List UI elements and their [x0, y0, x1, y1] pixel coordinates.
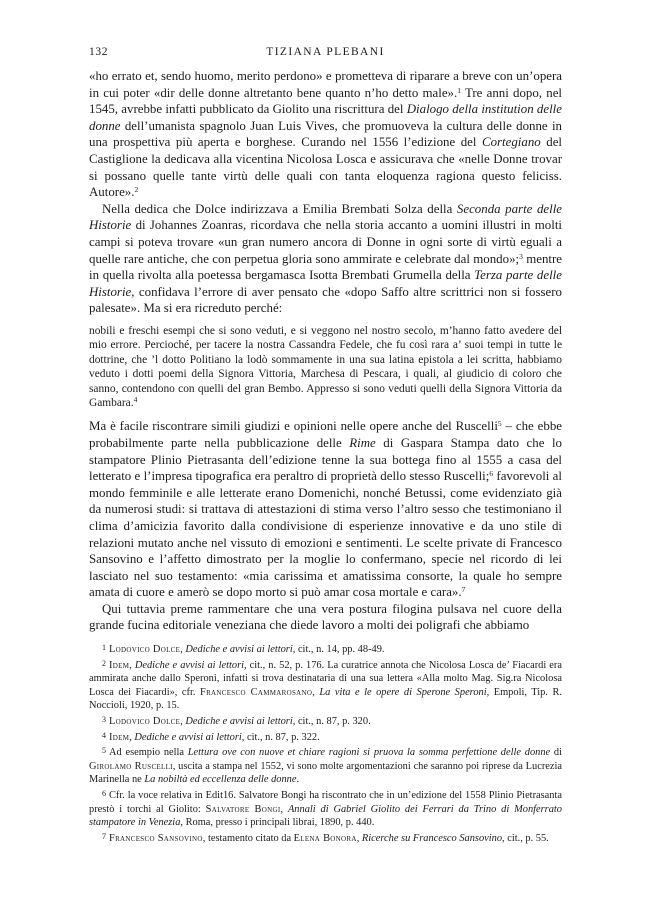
author-name: Lodovico Dolce — [109, 644, 181, 655]
footnote-5 — [89, 744, 562, 787]
text-run: Qui tuttavia preme rammentare che una vera postura filogina pulsava nel cuore della grande fucina editoriale veneziana che diede lavoro a molti dei poligrafi che abbiamo — [89, 601, 562, 633]
footnote-number: 5 — [102, 746, 106, 756]
text-run: «ho errato et, sendo huomo, merito perdono» e prometteva di riparare a breve con un’opera in cui poter «dir delle donne altretanto bene quanto n’ho detto male». — [89, 69, 562, 100]
text-run: , — [129, 731, 135, 743]
text-run: Ma è facile riscontrare simili giudizi e opinioni nelle opere anche del Ruscelli — [89, 419, 498, 434]
footnote-2 — [89, 657, 562, 713]
text-run: , — [312, 686, 320, 698]
book-title: Dialogo della institution delle donne — [89, 102, 562, 133]
text-run: , — [280, 803, 288, 815]
text-run: Nella dedica che Dolce indirizzava a Emilia Brembati Solza della — [102, 201, 457, 216]
text-run: di Johannes Zoanras, ricordava che nella storia accanto a uomini illustri in molti campi si poteva trovare «un gran numero ancora di Donne in ogni sorte di virtù eguali a quelle rare antiche, che con perpetua gloria sono ammirate e celebrate dal mondo»; — [89, 218, 562, 266]
author-name: Girolamo Ruscelli — [89, 760, 173, 772]
text-run: , cit., n. 14, pp. 48-49. — [292, 644, 385, 655]
author-name: Salvatore Bongi — [205, 803, 281, 815]
text-run: , uscita a stampa nel 1552, vi sono molte argomentazioni che saranno poi riprese da Lucrezia Marinella ne — [89, 760, 562, 786]
paragraph-2 — [89, 201, 562, 317]
book-title: Annali di Gabriel Giolito dei Ferrari da Trino di Monferrato stampatore in Venezia — [89, 803, 562, 829]
text-run: , confidava l’errore di aver pensato che «dopo Saffo altre scrittrici non si fossero palesate». Ma si era ricreduto perché: — [89, 284, 562, 316]
author-name: Elena Bonora — [293, 832, 357, 844]
footnote-ref[interactable]: 6 — [489, 469, 494, 479]
book-title: Dediche e avvisi ai lettori — [134, 659, 245, 671]
book-title: Dediche e avvisi ai lettori — [185, 715, 293, 727]
text-run: , — [129, 659, 135, 671]
author-name: Idem — [109, 659, 130, 671]
text-run: nobili e freschi esempi che si sono veduti, e si veggono nel nostro secolo, m’hanno fatto avedere del mio errore. Percioché, per tacere la nostra Cassandra Fedele, che fu così rara a’ suoi tempi in tutte le dottrine, che ’l dotto Politiano la lodò sommamente in una sua latina epistola a lei scritta, habbiamo veduto i dotti poemi della Signora Vittoria, Marchesa di Pescara, i quali, al giudicio di coloro che sanno, contendono con quelli del gran Bembo. Appresso si sono veduti quelli della Signora Vittoria da Gambara. — [89, 324, 562, 409]
book-title: Cortegiano — [482, 135, 541, 150]
text-run: , — [180, 644, 186, 655]
text-run: Ad esempio nella — [109, 747, 188, 759]
footnote-6 — [89, 787, 562, 830]
footnote-4 — [89, 729, 562, 745]
text-run: Tre anni dopo, nel 1545, avrebbe infatti pubblicato da Giolito una riscrittura del — [89, 85, 562, 117]
author-name: Idem — [109, 731, 130, 743]
running-head-author: TIZIANA PLEBANI — [266, 46, 385, 58]
text-run: , cit., n. 52, p. 176. La curatrice annota che Nicolosa Losca de’ Fiacardi era ammirata anche dallo Speroni, infatti si trova destinataria di una sua lettera «Alla molto Mag. Sig.ra Nicolosa Losca dei Fiacardi», cfr. — [89, 659, 562, 698]
footnote-ref[interactable]: 5 — [497, 419, 502, 429]
text-run: , cit., p. 55. — [502, 832, 549, 844]
footnote-3 — [89, 713, 562, 729]
text-run: Cfr. la voce relativa in Edit16. Salvatore Bongi ha riscontrato che in un’edizione del 1558 Plinio Pietrasanta prestò i torchi al Giolito: — [89, 789, 562, 815]
paragraph-3 — [89, 418, 562, 601]
text-run: , testamento citato da — [202, 832, 294, 844]
paragraph-1 — [89, 68, 562, 201]
author-name: Francesco Cammarosano — [200, 686, 313, 698]
footnote-1 — [89, 641, 562, 657]
block-quote — [89, 324, 562, 410]
footnote-number: 2 — [102, 658, 106, 668]
book-title: Rime — [349, 435, 376, 450]
footnote-ref[interactable]: 4 — [133, 394, 138, 404]
footnote-7 — [89, 830, 562, 846]
footnote-number: 4 — [102, 730, 106, 740]
text-run: di Gaspara Stampa dato che lo stampatore Plinio Pietrasanta dell’edizione tenne la sua bottega fino al 1555 a casa del letterato e l’impresa tipografica era peraltro di proprietà dello stesso Ruscelli; — [89, 435, 562, 484]
book-title: Dediche e avvisi ai lettori — [134, 731, 242, 743]
text-run: , — [356, 832, 362, 844]
footnote-number: 7 — [102, 831, 106, 841]
author-name: Lodovico Dolce — [109, 715, 181, 727]
running-header — [89, 46, 562, 62]
book-title: La nobiltà ed eccellenza delle donne — [144, 774, 297, 786]
footnote-ref[interactable]: 7 — [461, 585, 466, 595]
main-text — [89, 68, 562, 634]
text-run: favorevoli al mondo femminile e alle letterate erano Domenichi, nonché Betussi, come evidenziato già da numerosi studi: si trattava di attestazioni di stima verso l’altro sesso che testimoniano il clima d’amicizia favorito dalla condivisione di esperienze innovative e da uno stile di relazioni mutato anche nel vissuto di emozioni e sentimenti. Le scelte private di Francesco Sansovino e l’affetto dimostrato per la moglie lo confermano, specie nel ricordo di lei lasciato nel suo testamento: «mia carissima et amatissima consorte, la quale ho sempre amata di cuore e amerò se dopo morto si può amar cosa mortale e cara». — [89, 469, 562, 600]
book-title: Dediche e avvisi ai lettori — [185, 644, 293, 655]
book-title: La vita e le opere di Sperone Speroni — [319, 686, 487, 698]
book-title: Lettura ove con nuove et chiare ragioni si pruova la somma perfettione delle donne — [187, 747, 551, 759]
book-title: Terza parte delle Historie — [89, 268, 562, 299]
text-run: . — [296, 774, 300, 786]
page-number: 132 — [89, 46, 109, 58]
text-run: , — [180, 715, 186, 727]
footnote-number: 6 — [102, 788, 106, 798]
footnote-number: 1 — [102, 643, 106, 652]
text-run: mentre in quella rivolta alla poetessa bergamasca Isotta Brembati Grumella della — [89, 251, 562, 283]
text-run: , cit., n. 87, p. 322. — [241, 731, 320, 743]
footnote-number: 3 — [102, 714, 106, 724]
text-run: di — [550, 747, 562, 759]
text-run: , cit., n. 87, p. 320. — [292, 715, 371, 727]
book-title: Ricerche su Francesco Sansovino — [361, 832, 503, 844]
text-run: – che ebbe probabilmente parte nella pubblicazione delle — [89, 419, 562, 450]
text-run: dell’umanista spagnolo Juan Luis Vives, che promuoveva la cultura delle donne in una prospettiva più aperta e borghese. Curando nel 1556 l’edizione del — [89, 118, 562, 150]
footnotes — [89, 641, 562, 845]
text-run: , Empoli, Tip. R. Noccioli, 1920, p. 15. — [89, 686, 562, 712]
paragraph-4 — [89, 601, 562, 634]
footnote-ref[interactable]: 1 — [457, 85, 461, 95]
text-run: , Roma, presso i principali librai, 1890, p. 440. — [180, 817, 375, 829]
book-title: Seconda parte delle Historie — [89, 201, 562, 233]
author-name: Francesco Sansovino — [109, 832, 203, 844]
footnote-ref[interactable]: 2 — [134, 185, 139, 195]
text-run: del Castiglione la dedicava alla vicentina Nicolosa Losca e assicurava che «nelle Donne trovar si possano quelle tante virtù delle quali con tanta eloquenza ragiona questo feliciss. Autore». — [89, 135, 562, 200]
footnote-ref[interactable]: 3 — [519, 251, 523, 261]
